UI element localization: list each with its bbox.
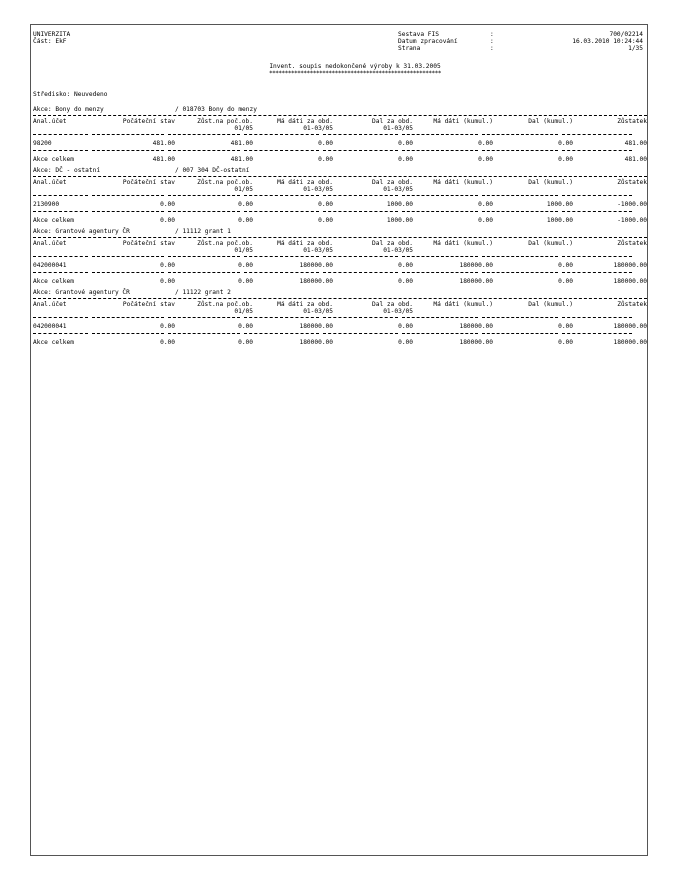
underline-segment bbox=[562, 317, 632, 320]
underline-segment bbox=[562, 134, 632, 137]
info-key: Sestava FIS bbox=[398, 31, 439, 38]
total-row bbox=[33, 278, 647, 285]
underline-segment bbox=[92, 134, 165, 137]
action-section bbox=[33, 228, 647, 285]
underline-segment bbox=[402, 150, 478, 153]
table-cell: 042000041 bbox=[33, 262, 67, 269]
underline-segment bbox=[482, 195, 558, 198]
column-header-label: Dal za obd. bbox=[372, 240, 413, 247]
action-name: Akce: Grantové agentury ČR bbox=[33, 289, 130, 296]
total-cell: 481.00 bbox=[624, 156, 647, 163]
table-cell: 0.00 bbox=[478, 140, 493, 147]
column-header-label: Zůst.na poč.ob. bbox=[197, 179, 253, 186]
column-header-label: Dal za obd. bbox=[372, 179, 413, 186]
column-header-label: Má dáti (kumul.) bbox=[433, 240, 493, 247]
total-row bbox=[33, 339, 647, 346]
column-header-c6 bbox=[413, 118, 493, 132]
report-title: Invent. soupis nedokončené výroby k 31.03.2005 bbox=[269, 63, 441, 70]
underline-segment bbox=[168, 195, 240, 198]
underline-segment bbox=[562, 256, 632, 259]
underline-segment bbox=[323, 256, 398, 259]
column-header-c1 bbox=[33, 240, 95, 254]
action-name: Akce: DČ - ostatní bbox=[33, 167, 101, 174]
cost-centre: Středisko: Neuvedeno bbox=[33, 91, 108, 98]
underline-segment bbox=[402, 195, 478, 198]
table-cell: 481.00 bbox=[152, 140, 175, 147]
action-code: / 018703 Bony do menzy bbox=[175, 106, 257, 113]
table-cell: 042000041 bbox=[33, 323, 67, 330]
column-header-label: Dal (kumul.) bbox=[528, 118, 573, 125]
underline-segment bbox=[33, 317, 88, 320]
column-header-label: Anal.účet bbox=[33, 118, 67, 125]
underline-segment bbox=[168, 134, 240, 137]
column-header-label: Zůst.na poč.ob. bbox=[197, 240, 253, 247]
header-right bbox=[398, 31, 643, 52]
total-cell: 180000.00 bbox=[299, 278, 333, 285]
table-cell: 481.00 bbox=[230, 140, 253, 147]
column-header-period: 01/05 bbox=[234, 247, 253, 254]
column-header-period: 01-03/05 bbox=[383, 247, 413, 254]
underline-segment bbox=[168, 150, 240, 153]
column-header-period: 01/05 bbox=[234, 125, 253, 132]
table-cell: 180000.00 bbox=[299, 323, 333, 330]
column-header-label: Dal (kumul.) bbox=[528, 179, 573, 186]
column-header-label: Dal (kumul.) bbox=[528, 240, 573, 247]
underline-segment bbox=[92, 211, 165, 214]
table-cell: 0.00 bbox=[398, 323, 413, 330]
total-cell: 1000.00 bbox=[386, 217, 413, 224]
total-cell: Akce celkem bbox=[33, 217, 74, 224]
underline-segment bbox=[562, 272, 632, 275]
column-header-c1 bbox=[33, 301, 95, 315]
total-cell: 180000.00 bbox=[459, 339, 493, 346]
column-header-label: Má dáti (kumul.) bbox=[433, 179, 493, 186]
column-header-c4 bbox=[253, 301, 333, 315]
column-header-period: 01-03/05 bbox=[303, 308, 333, 315]
total-cell: 0.00 bbox=[398, 156, 413, 163]
column-header-label: Dal za obd. bbox=[372, 118, 413, 125]
underline-segment bbox=[244, 134, 318, 137]
divider bbox=[33, 298, 647, 299]
underline-segment bbox=[562, 195, 632, 198]
column-header-c7 bbox=[493, 118, 573, 132]
table-cell: 1000.00 bbox=[546, 201, 573, 208]
table-cell: 0.00 bbox=[558, 262, 573, 269]
table-cell: 0.00 bbox=[398, 140, 413, 147]
underline-segment bbox=[33, 134, 88, 137]
underline-segment bbox=[402, 317, 478, 320]
total-cell: 0.00 bbox=[160, 217, 175, 224]
table-cell: 0.00 bbox=[238, 262, 253, 269]
underline-segment bbox=[92, 272, 165, 275]
info-row-report bbox=[398, 31, 643, 38]
table-cell: 0.00 bbox=[238, 201, 253, 208]
action-name: Akce: Grantové agentury ČR bbox=[33, 228, 130, 235]
underline-segment bbox=[168, 317, 240, 320]
underline-segment bbox=[244, 211, 318, 214]
header-left bbox=[33, 31, 70, 45]
column-underline bbox=[33, 150, 647, 153]
column-header-c2 bbox=[95, 118, 175, 132]
column-header-c4 bbox=[253, 240, 333, 254]
underline-segment bbox=[482, 272, 558, 275]
total-cell: Akce celkem bbox=[33, 278, 74, 285]
action-section bbox=[33, 167, 647, 224]
total-cell: -1000.00 bbox=[617, 217, 647, 224]
total-cell: 481.00 bbox=[152, 156, 175, 163]
column-header-c2 bbox=[95, 179, 175, 193]
column-header-c5 bbox=[333, 179, 413, 193]
column-header-label: Má dáti za obd. bbox=[277, 179, 333, 186]
info-key: Strana bbox=[398, 45, 421, 52]
total-cell: 0.00 bbox=[558, 278, 573, 285]
total-cell: 0.00 bbox=[238, 278, 253, 285]
table-cell: 1000.00 bbox=[386, 201, 413, 208]
column-header-label: Dal (kumul.) bbox=[528, 301, 573, 308]
underline-segment bbox=[562, 211, 632, 214]
divider bbox=[33, 176, 647, 177]
action-heading bbox=[33, 289, 647, 296]
info-sep: : bbox=[490, 45, 494, 52]
table-cell: 0.00 bbox=[318, 140, 333, 147]
action-section bbox=[33, 289, 647, 346]
column-header-row bbox=[33, 301, 647, 315]
column-header-c3 bbox=[175, 240, 253, 254]
column-header-period: 01-03/05 bbox=[383, 186, 413, 193]
info-value: 700/02214 bbox=[609, 31, 643, 38]
total-cell: 481.00 bbox=[230, 156, 253, 163]
total-row bbox=[33, 217, 647, 224]
total-cell: 0.00 bbox=[398, 278, 413, 285]
column-underline bbox=[33, 333, 647, 336]
underline-segment bbox=[168, 256, 240, 259]
column-header-c7 bbox=[493, 301, 573, 315]
total-cell: 0.00 bbox=[160, 339, 175, 346]
column-header-c3 bbox=[175, 118, 253, 132]
info-key: Datum zpracování bbox=[398, 38, 458, 45]
column-header-label: Zůstatek bbox=[617, 118, 647, 125]
underline-segment bbox=[323, 333, 398, 336]
underline-segment bbox=[482, 134, 558, 137]
total-cell: 0.00 bbox=[318, 156, 333, 163]
column-header-c8 bbox=[573, 118, 647, 132]
column-header-period: 01-03/05 bbox=[303, 125, 333, 132]
underline-segment bbox=[482, 333, 558, 336]
total-cell: 0.00 bbox=[238, 217, 253, 224]
table-cell: 180000.00 bbox=[459, 262, 493, 269]
table-cell: 0.00 bbox=[398, 262, 413, 269]
total-cell: 1000.00 bbox=[546, 217, 573, 224]
underline-segment bbox=[323, 195, 398, 198]
total-cell: 0.00 bbox=[558, 339, 573, 346]
column-header-c7 bbox=[493, 240, 573, 254]
column-header-label: Má dáti za obd. bbox=[277, 240, 333, 247]
column-header-label: Anal.účet bbox=[33, 301, 67, 308]
report-page bbox=[30, 24, 648, 856]
column-header-period: 01-03/05 bbox=[303, 247, 333, 254]
total-cell: 180000.00 bbox=[613, 339, 647, 346]
total-cell: 0.00 bbox=[398, 339, 413, 346]
underline-segment bbox=[402, 211, 478, 214]
underline-segment bbox=[244, 333, 318, 336]
underline-segment bbox=[244, 195, 318, 198]
column-header-label: Zůst.na poč.ob. bbox=[197, 301, 253, 308]
column-header-c6 bbox=[413, 240, 493, 254]
column-header-period: 01-03/05 bbox=[383, 125, 413, 132]
column-header-c2 bbox=[95, 240, 175, 254]
underline-segment bbox=[33, 150, 88, 153]
underline-segment bbox=[92, 333, 165, 336]
underline-segment bbox=[323, 150, 398, 153]
total-cell: 0.00 bbox=[558, 156, 573, 163]
total-cell: 0.00 bbox=[478, 217, 493, 224]
column-header-label: Má dáti za obd. bbox=[277, 118, 333, 125]
table-row bbox=[33, 262, 647, 269]
org-name: UNIVERZITA bbox=[33, 31, 71, 38]
info-sep: : bbox=[490, 38, 494, 45]
column-header-c1 bbox=[33, 179, 95, 193]
column-header-row bbox=[33, 240, 647, 254]
underline-segment bbox=[168, 333, 240, 336]
total-cell: 0.00 bbox=[160, 278, 175, 285]
total-row bbox=[33, 156, 647, 163]
column-header-period: 01/05 bbox=[234, 186, 253, 193]
column-header-label: Zůstatek bbox=[617, 179, 647, 186]
column-header-c3 bbox=[175, 301, 253, 315]
underline-segment bbox=[244, 256, 318, 259]
table-cell: 180000.00 bbox=[613, 262, 647, 269]
underline-segment bbox=[482, 211, 558, 214]
column-header-c6 bbox=[413, 179, 493, 193]
underline-segment bbox=[402, 134, 478, 137]
info-row-date bbox=[398, 38, 643, 45]
column-underline bbox=[33, 134, 647, 137]
column-underline bbox=[33, 256, 647, 259]
underline-segment bbox=[168, 211, 240, 214]
table-cell: 2130900 bbox=[33, 201, 60, 208]
column-header-c8 bbox=[573, 179, 647, 193]
table-cell: -1000.00 bbox=[617, 201, 647, 208]
underline-segment bbox=[402, 256, 478, 259]
underline-segment bbox=[244, 317, 318, 320]
column-header-c5 bbox=[333, 118, 413, 132]
action-name: Akce: Bony do menzy bbox=[33, 106, 104, 113]
underline-segment bbox=[482, 317, 558, 320]
column-header-label: Počáteční stav bbox=[122, 240, 175, 247]
total-cell: 0.00 bbox=[238, 339, 253, 346]
underline-segment bbox=[482, 256, 558, 259]
info-value: 16.03.2010 10:24:44 bbox=[572, 38, 643, 45]
divider bbox=[33, 115, 647, 116]
column-underline bbox=[33, 272, 647, 275]
table-cell: 98200 bbox=[33, 140, 52, 147]
action-heading bbox=[33, 167, 647, 174]
table-cell: 0.00 bbox=[238, 323, 253, 330]
table-cell: 0.00 bbox=[160, 323, 175, 330]
underline-segment bbox=[244, 150, 318, 153]
underline-segment bbox=[323, 317, 398, 320]
table-cell: 0.00 bbox=[558, 323, 573, 330]
table-cell: 180000.00 bbox=[299, 262, 333, 269]
column-header-label: Má dáti za obd. bbox=[277, 301, 333, 308]
action-code: / 007 304 DČ-ostatní bbox=[175, 167, 250, 174]
column-header-row bbox=[33, 118, 647, 132]
action-code: / 11122 grant 2 bbox=[175, 289, 231, 296]
underline-segment bbox=[33, 195, 88, 198]
column-header-label: Zůstatek bbox=[617, 240, 647, 247]
underline-segment bbox=[323, 134, 398, 137]
column-header-c6 bbox=[413, 301, 493, 315]
underline-segment bbox=[402, 333, 478, 336]
sections-container bbox=[33, 106, 647, 346]
underline-segment bbox=[33, 272, 88, 275]
table-cell: 0.00 bbox=[558, 140, 573, 147]
column-header-c7 bbox=[493, 179, 573, 193]
underline-segment bbox=[323, 211, 398, 214]
action-heading bbox=[33, 106, 647, 113]
underline-segment bbox=[402, 272, 478, 275]
column-header-label: Zůstatek bbox=[617, 301, 647, 308]
info-row-page bbox=[398, 45, 643, 52]
underline-segment bbox=[33, 211, 88, 214]
column-header-c1 bbox=[33, 118, 95, 132]
underline-segment bbox=[92, 195, 165, 198]
column-header-label: Anal.účet bbox=[33, 240, 67, 247]
column-header-label: Dal za obd. bbox=[372, 301, 413, 308]
info-sep: : bbox=[490, 31, 494, 38]
table-cell: 180000.00 bbox=[613, 323, 647, 330]
table-cell: 0.00 bbox=[318, 201, 333, 208]
underline-segment bbox=[244, 272, 318, 275]
table-row bbox=[33, 201, 647, 208]
action-section bbox=[33, 106, 647, 163]
info-value: 1/35 bbox=[628, 45, 643, 52]
total-cell: 180000.00 bbox=[459, 278, 493, 285]
underline-segment bbox=[92, 317, 165, 320]
column-header-label: Zůst.na poč.ob. bbox=[197, 118, 253, 125]
table-cell: 180000.00 bbox=[459, 323, 493, 330]
total-cell: 180000.00 bbox=[299, 339, 333, 346]
column-header-period: 01-03/05 bbox=[303, 186, 333, 193]
column-header-label: Počáteční stav bbox=[122, 301, 175, 308]
column-header-c8 bbox=[573, 240, 647, 254]
underline-segment bbox=[562, 150, 632, 153]
column-header-label: Počáteční stav bbox=[122, 118, 175, 125]
column-header-c5 bbox=[333, 301, 413, 315]
table-cell: 0.00 bbox=[478, 201, 493, 208]
total-cell: 0.00 bbox=[478, 156, 493, 163]
total-cell: Akce celkem bbox=[33, 156, 74, 163]
underline-segment bbox=[168, 272, 240, 275]
total-cell: 180000.00 bbox=[613, 278, 647, 285]
underline-segment bbox=[92, 256, 165, 259]
total-cell: 0.00 bbox=[318, 217, 333, 224]
table-row bbox=[33, 140, 647, 147]
underline-segment bbox=[482, 150, 558, 153]
underline-segment bbox=[562, 333, 632, 336]
column-header-c4 bbox=[253, 179, 333, 193]
table-cell: 0.00 bbox=[160, 262, 175, 269]
org-part: Část: EkF bbox=[33, 38, 67, 45]
column-header-label: Má dáti (kumul.) bbox=[433, 301, 493, 308]
column-header-c8 bbox=[573, 301, 647, 315]
underline-segment bbox=[33, 333, 88, 336]
report-header bbox=[33, 31, 647, 61]
column-header-label: Počáteční stav bbox=[122, 179, 175, 186]
action-code: / 11112 grant 1 bbox=[175, 228, 231, 235]
column-header-row bbox=[33, 179, 647, 193]
table-cell: 0.00 bbox=[160, 201, 175, 208]
column-underline bbox=[33, 211, 647, 214]
title-underline: ******************************************************* bbox=[269, 70, 441, 77]
column-header-label: Anal.účet bbox=[33, 179, 67, 186]
column-header-c3 bbox=[175, 179, 253, 193]
column-underline bbox=[33, 317, 647, 320]
column-underline bbox=[33, 195, 647, 198]
underline-segment bbox=[33, 256, 88, 259]
underline-segment bbox=[323, 272, 398, 275]
column-header-label: Má dáti (kumul.) bbox=[433, 118, 493, 125]
column-header-c5 bbox=[333, 240, 413, 254]
action-heading bbox=[33, 228, 647, 235]
table-cell: 481.00 bbox=[624, 140, 647, 147]
column-header-period: 01-03/05 bbox=[383, 308, 413, 315]
divider bbox=[33, 237, 647, 238]
underline-segment bbox=[92, 150, 165, 153]
report-content bbox=[33, 31, 647, 349]
total-cell: Akce celkem bbox=[33, 339, 74, 346]
column-header-c4 bbox=[253, 118, 333, 132]
column-header-period: 01/05 bbox=[234, 308, 253, 315]
column-header-c2 bbox=[95, 301, 175, 315]
table-row bbox=[33, 323, 647, 330]
